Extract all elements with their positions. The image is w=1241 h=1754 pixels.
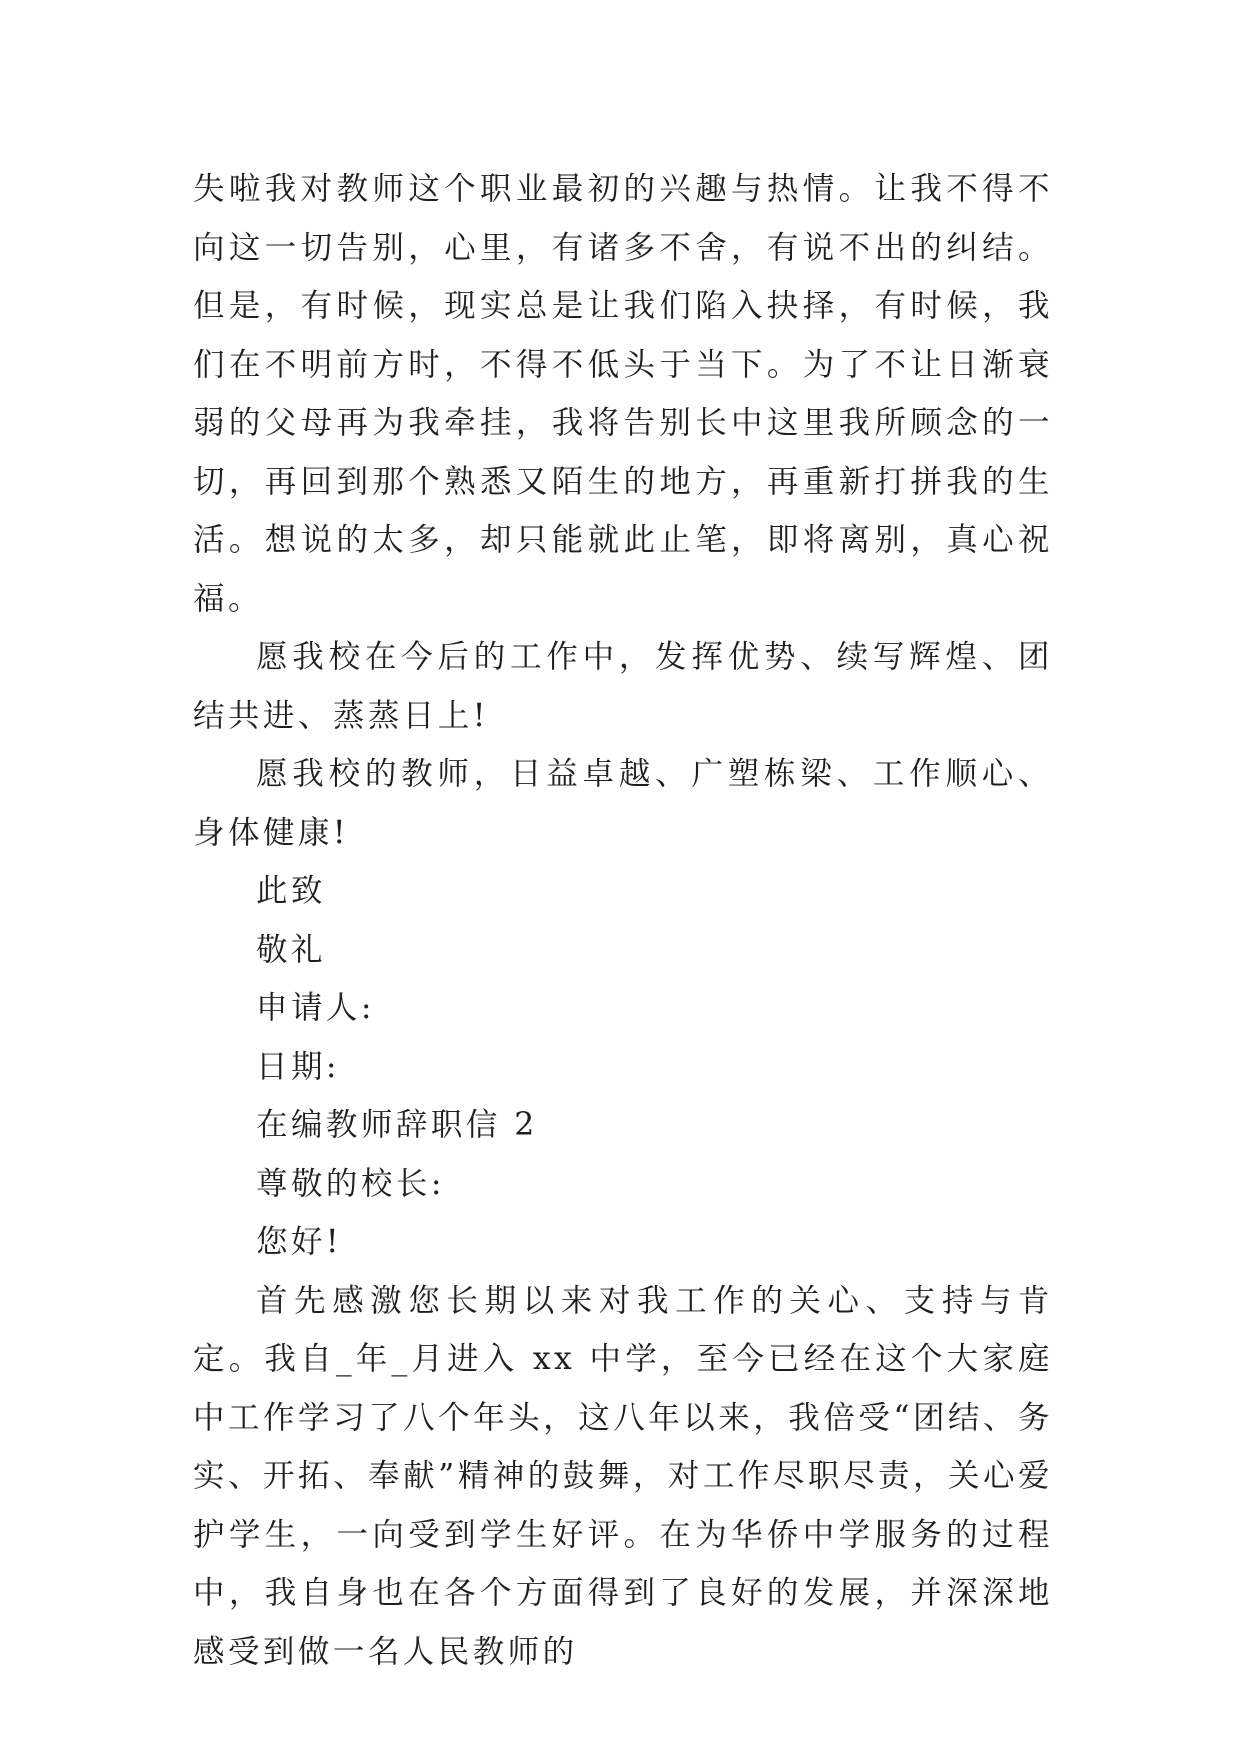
applicant-label: 申请人: bbox=[256, 990, 375, 1026]
paragraph-wish-school: 愿我校在今后的工作中，发挥优势、续写辉煌、团结共进、蒸蒸日上! bbox=[193, 639, 1053, 734]
paragraph-wish-teachers: 愿我校的教师，日益卓越、广塑栋梁、工作顺心、身体健康! bbox=[193, 756, 1053, 851]
section-title: 在编教师辞职信 2 bbox=[256, 1107, 538, 1143]
document-body bbox=[193, 160, 1053, 1681]
paragraph-continuation: 失啦我对教师这个职业最初的兴趣与热情。让我不得不向这一切告别，心里，有诸多不舍，有说不出的纠结。但是，有时候，现实总是让我们陷入抉择，有时候，我们在不明前方时，不得不低头于当下。为了不让日渐衰弱的父母再为我牵挂，我将告别长中这里我所顾念的一切，再回到那个熟悉又陌生的地方，再重新打拼我的生活。想说的太多，却只能就此止笔，即将离别，真心祝福。 bbox=[193, 171, 1053, 617]
greeting-recipient: 尊敬的校长: bbox=[256, 1165, 445, 1202]
closing-regards: 敬礼 bbox=[256, 931, 326, 968]
paragraph-body: 首先感激您长期以来对我工作的关心、支持与肯定。我自_年_月进入 xx 中学，至今已经在这个大家庭中工作学习了八个年头，这八年以来，我倍受“团结、务实、开拓、奉献”精神的鼓舞，对工作尽职尽责，关心爱护学生，一向受到学生好评。在为华侨中学服务的过程中，我自身也在各个方面得到了良好的发展，并深深地感受到做一名人民教师的 bbox=[193, 1282, 1053, 1670]
date-label: 日期: bbox=[256, 1048, 341, 1085]
closing-salutation: 此致 bbox=[256, 873, 326, 909]
greeting-hello: 您好! bbox=[256, 1224, 343, 1260]
